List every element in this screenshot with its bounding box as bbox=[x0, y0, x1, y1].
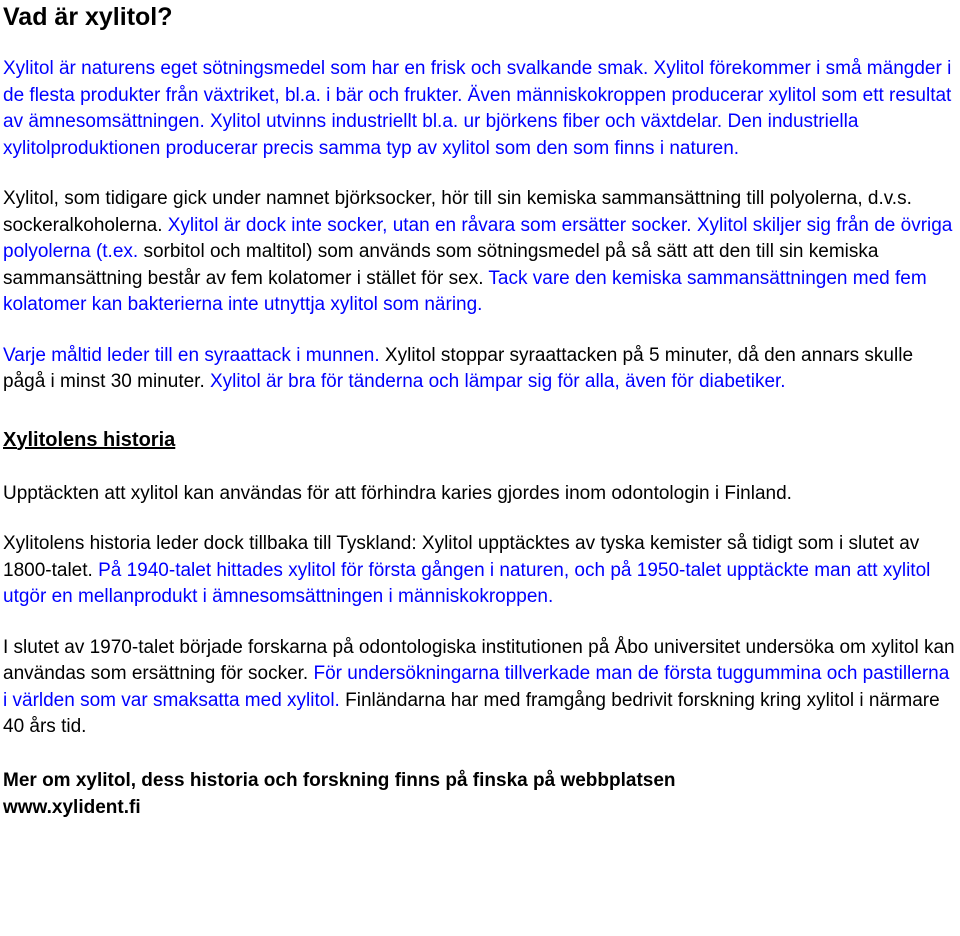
composition-text-3: sorbitol och maltitol) som används som sötningsmedel på så sätt att den till sin kemiska sammansättning består av fem kolatomer i stället för sex. bbox=[3, 241, 879, 289]
acid-text-1: Varje måltid leder till en syraattack i munnen. bbox=[3, 344, 380, 366]
history-text-1: Upptäckten att xylitol kan användas för att förhindra karies gjordes inom odontologin i Finland. bbox=[3, 482, 792, 504]
history-text-3c: Finländarna har med framgång bedrivit forskning kring xylitol i närmare 40 års tid. bbox=[3, 689, 940, 737]
history-text-3b: För undersökningarna tillverkade man de första tuggummina och pastillerna i världen som var smaksatta med xylitol. bbox=[3, 663, 950, 711]
acid-text-2: Xylitol stoppar syraattacken på 5 minuter, då den annars skulle pågå i minst 30 minuter. bbox=[3, 344, 914, 392]
history-paragraph-2 bbox=[3, 531, 958, 611]
intro-paragraph bbox=[3, 56, 958, 162]
history-text-2b: På 1940-talet hittades xylitol för första gången i naturen, och på 1950-talet upptäckte man att xylitol utgör en mellanprodukt i ämnesomsättningen i människokroppen. bbox=[3, 559, 931, 607]
footer-note bbox=[3, 767, 958, 821]
history-paragraph-3 bbox=[3, 635, 958, 741]
acid-attack-paragraph bbox=[3, 343, 958, 396]
footer-link[interactable]: www.xylident.fi bbox=[3, 796, 141, 818]
history-heading: Xylitolens historia bbox=[3, 428, 176, 451]
composition-text-2: Xylitol är dock inte socker, utan en råvara som ersätter socker. Xylitol skiljer sig från de övriga polyolerna (t.ex. bbox=[3, 214, 953, 262]
composition-text-4: Tack vare den kemiska sammansättningen med fem kolatomer kan bakterierna inte utnyttja xylitol som näring. bbox=[3, 267, 927, 315]
page-title: Vad är xylitol? bbox=[3, 3, 173, 31]
acid-text-3: Xylitol är bra för tänderna och lämpar sig för alla, även för diabetiker. bbox=[204, 371, 786, 392]
footer-text: Mer om xylitol, dess historia och forskning finns på finska på webbplatsen bbox=[3, 769, 676, 791]
document-page bbox=[3, 0, 958, 821]
history-paragraph-1 bbox=[3, 481, 958, 508]
history-text-2a: Xylitolens historia leder dock tillbaka till Tyskland: Xylitol upptäcktes av tyska kemister så tidigt som i slutet av 1800-talet. bbox=[3, 533, 920, 581]
composition-paragraph bbox=[3, 186, 958, 319]
composition-text-1: Xylitol, som tidigare gick under namnet björksocker, hör till sin kemiska sammansättning till polyolerna, d.v.s. sockeralkoholerna. bbox=[3, 188, 912, 236]
history-text-3a: I slutet av 1970-talet började forskarna på odontologiska institutionen på Åbo universitet undersöka om xylitol kan användas som ersättning för socker. bbox=[3, 636, 955, 684]
intro-text: Xylitol är naturens eget sötningsmedel som har en frisk och svalkande smak. Xylitol förekommer i små mängder i de flesta produkter från växtriket, bl.a. i bär och frukter. Även människokroppen producerar xylitol som ett resultat av ämnesomsättningen. Xylitol utvinns industriellt bl.a. ur björkens fiber och växtdelar. Den industriella xylitolproduktionen producerar precis samma typ av xylitol som den som finns i naturen. bbox=[3, 58, 952, 159]
